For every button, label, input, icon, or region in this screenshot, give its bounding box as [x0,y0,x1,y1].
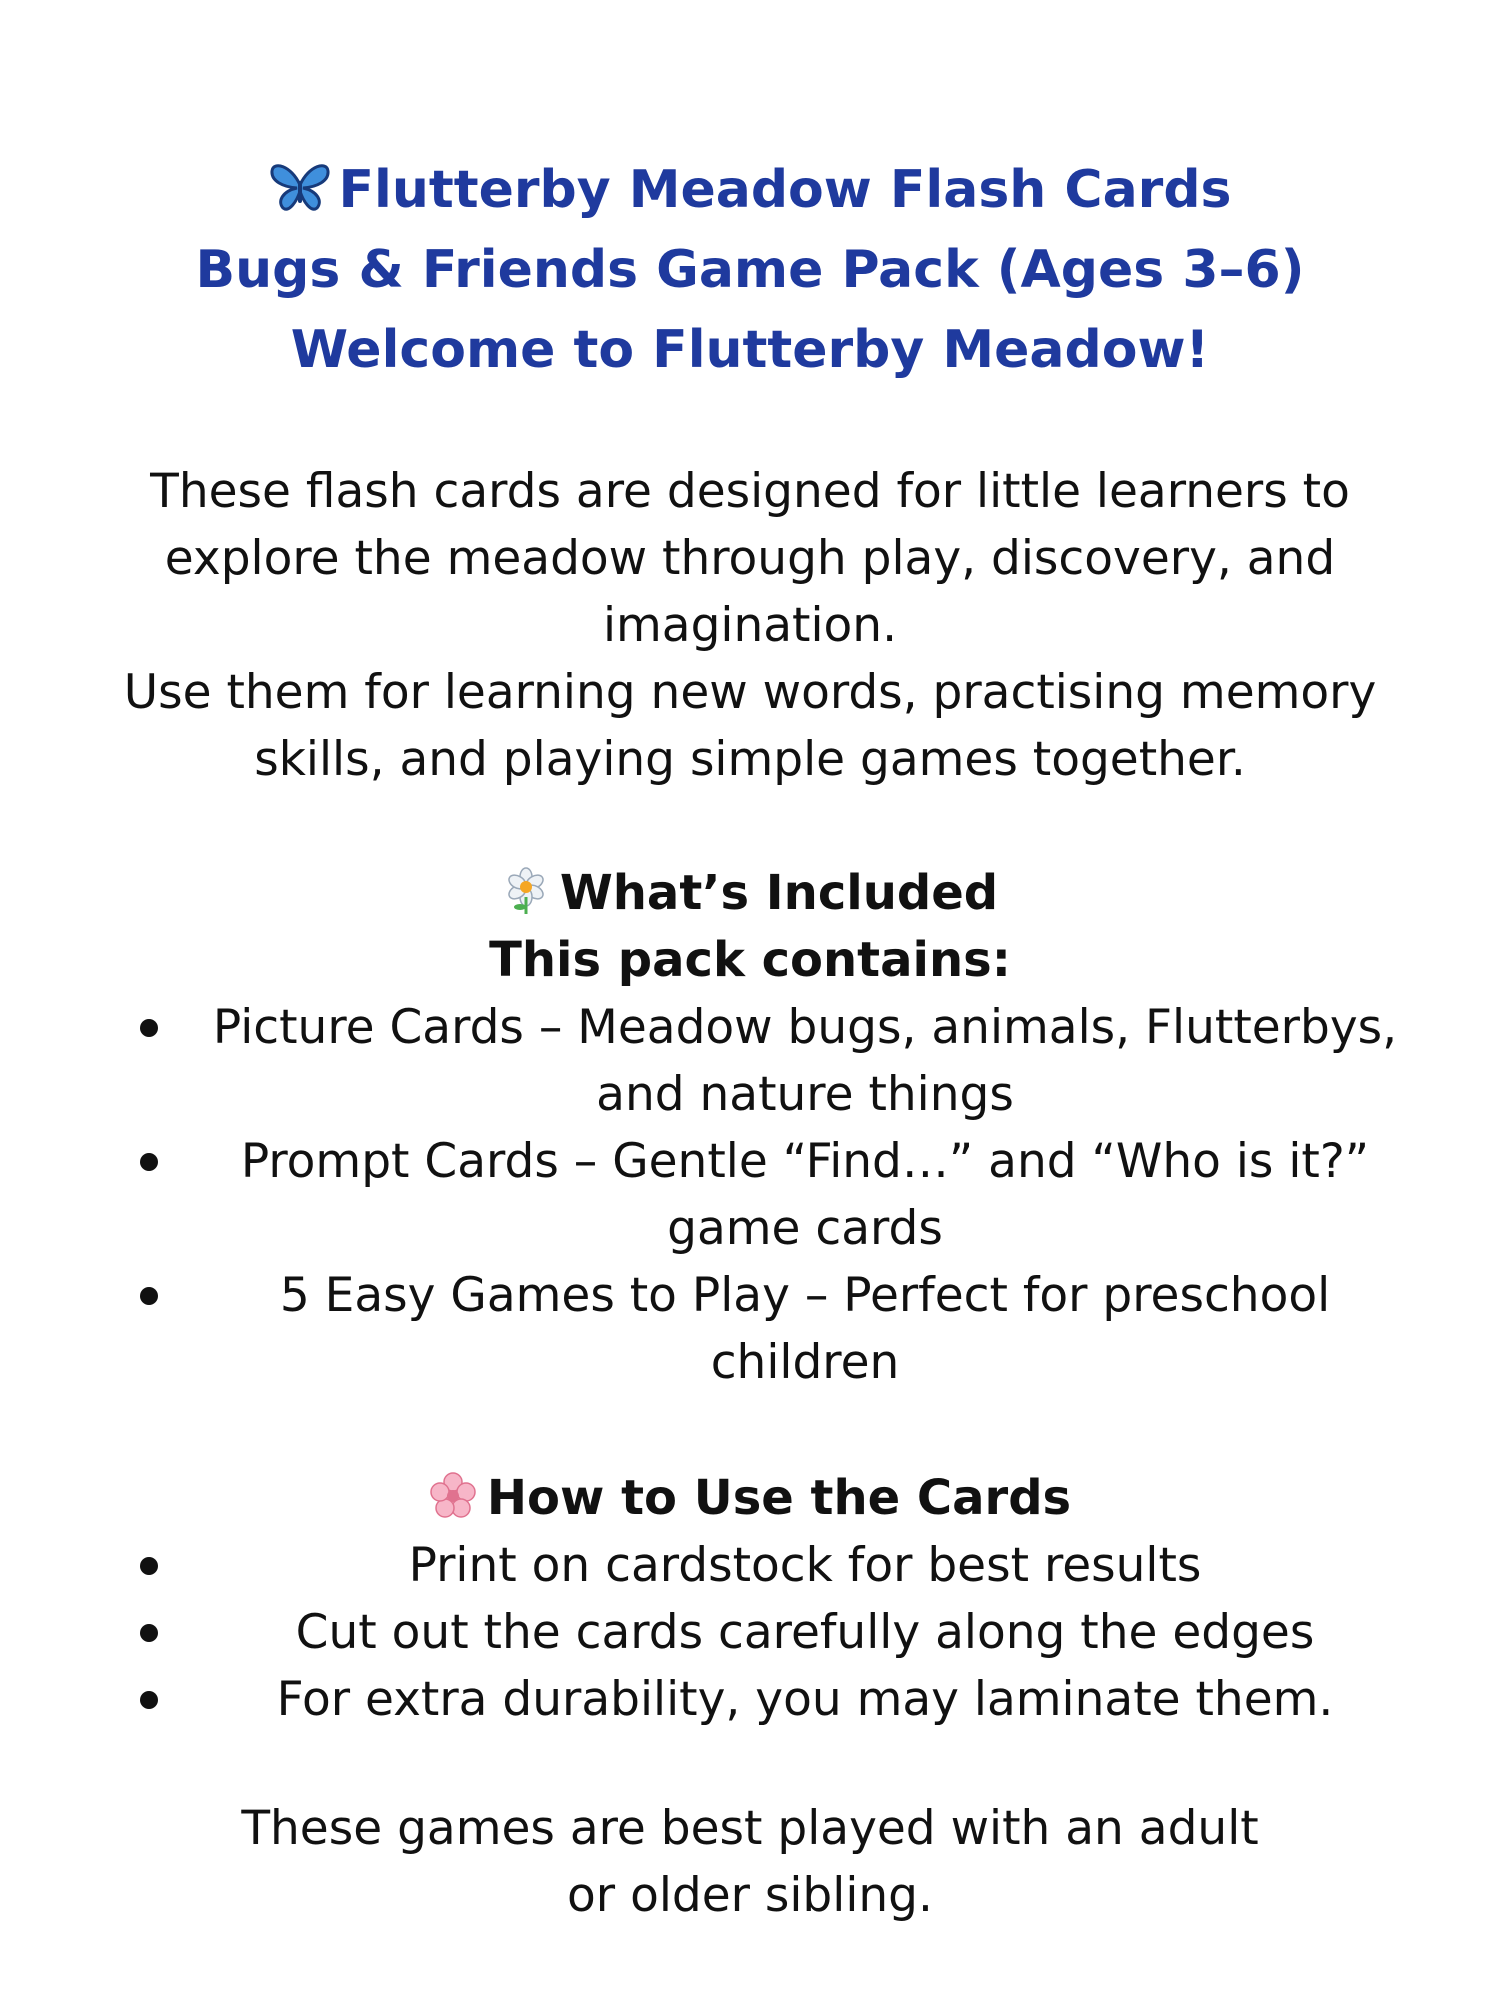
bullet-icon [140,1691,158,1709]
closing-line-2: or older sibling. [567,1868,933,1923]
list-item: Print on cardstock for best results [140,1532,1400,1599]
pack-subtitle: Bugs & Friends Game Pack (Ages 3–6) [195,240,1305,300]
intro-text [110,458,1390,793]
bullet-icon [140,1624,158,1642]
daisy-icon [502,867,550,915]
closing-line-1: These games are best played with an adult [241,1801,1259,1856]
welcome-heading: Welcome to Flutterby Meadow! [290,320,1210,380]
how-to-title: How to Use the Cards [486,1470,1072,1526]
included-list [140,994,1400,1396]
intro-paragraph-2: Use them for learning new words, practising memory skills, and playing simple games together. [123,665,1377,787]
cherry-blossom-icon [429,1472,477,1520]
how-to-list [140,1532,1400,1733]
included-title: What’s Included [559,865,999,921]
included-heading [0,860,1500,927]
list-item: Picture Cards – Meadow bugs, animals, Flutterbys, and nature things [140,994,1400,1128]
closing-note [0,1795,1500,1929]
list-item: Cut out the cards carefully along the edges [140,1599,1400,1666]
included-lead: This pack contains: [489,932,1011,988]
bullet-icon [140,1287,158,1305]
title-line [0,150,1500,230]
pack-title: Flutterby Meadow Flash Cards [338,160,1232,220]
butterfly-icon [269,161,331,213]
bullet-icon [140,1019,158,1037]
list-item: 5 Easy Games to Play – Perfect for preschool children [140,1262,1400,1396]
page-header [0,150,1500,390]
intro-paragraph-1: These flash cards are designed for little learners to explore the meadow through play, discovery, and imagination. [150,464,1350,653]
list-item: For extra durability, you may laminate them. [140,1666,1400,1733]
list-item: Prompt Cards – Gentle “Find…” and “Who is it?” game cards [140,1128,1400,1262]
bullet-icon [140,1153,158,1171]
bullet-icon [140,1557,158,1575]
how-to-heading [0,1465,1500,1532]
